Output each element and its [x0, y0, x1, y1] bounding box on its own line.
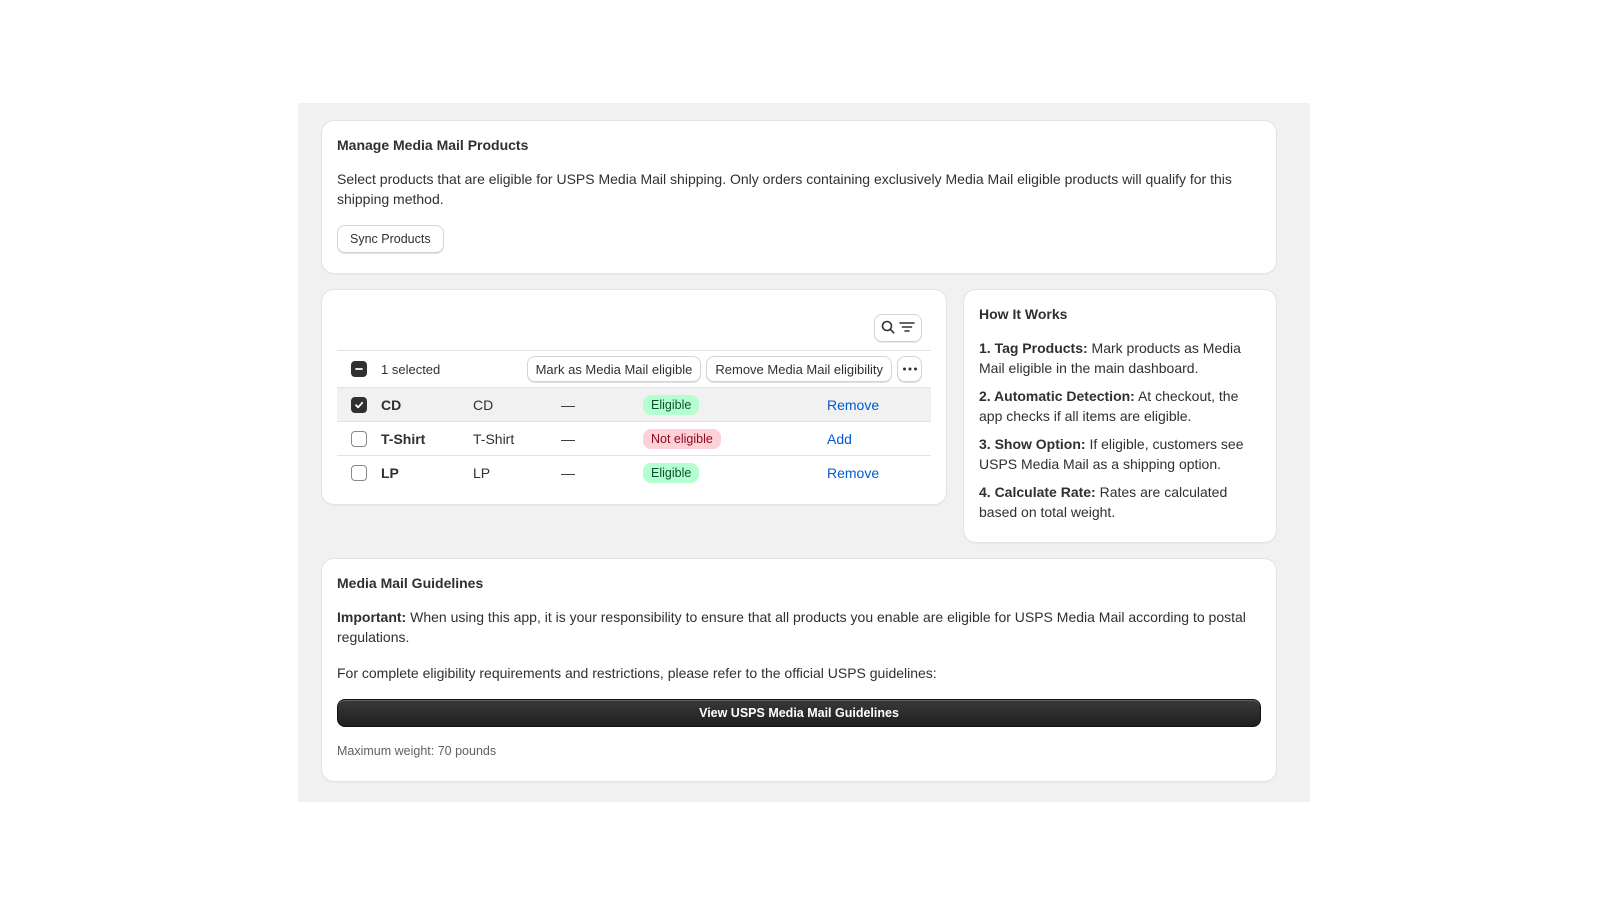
- guidelines-card: [322, 559, 1276, 781]
- remove-link[interactable]: Remove: [827, 464, 880, 481]
- product-empty-cell: —: [561, 464, 575, 481]
- filter-icon: [899, 320, 915, 337]
- products-table-card: [322, 290, 946, 504]
- selected-count: 1 selected: [381, 361, 441, 377]
- search-filter-button[interactable]: [874, 314, 922, 342]
- manage-products-description: Select products that are eligible for USPS Media Mail shipping. Only orders containing exclusively Media Mail eligible products will qualify for this shipping method.: [337, 171, 1232, 207]
- view-guidelines-button[interactable]: View USPS Media Mail Guidelines: [337, 699, 1261, 727]
- table-row[interactable]: [337, 421, 931, 455]
- guidelines-title: Media Mail Guidelines: [337, 575, 484, 591]
- how-it-works-title: How It Works: [979, 306, 1068, 322]
- max-weight-text: Maximum weight: 70 pounds: [337, 744, 497, 758]
- table-row[interactable]: [337, 387, 931, 421]
- row-checkbox[interactable]: [351, 465, 367, 481]
- status-badge: Not eligible: [643, 429, 721, 449]
- important-text: When using this app, it is your responsibility to ensure that all products you enable are eligible for USPS Media Mail according to postal regulations.: [337, 609, 1246, 645]
- step-text: At checkout, the app checks if all items are eligible.: [979, 388, 1239, 424]
- mark-eligible-button[interactable]: Mark as Media Mail eligible: [527, 356, 702, 382]
- select-all-checkbox[interactable]: [351, 361, 367, 377]
- important-label: Important:: [337, 609, 407, 625]
- step-item: [979, 386, 1261, 426]
- step-text: Rates are calculated based on total weight.: [979, 484, 1228, 520]
- status-badge: Eligible: [643, 463, 699, 483]
- sync-products-button[interactable]: Sync Products: [337, 225, 444, 253]
- product-sku: LP: [473, 464, 491, 481]
- search-icon: [881, 320, 895, 337]
- manage-products-card: [322, 121, 1276, 273]
- step-label: 1. Tag Products:: [979, 340, 1088, 356]
- minus-icon: [354, 364, 364, 374]
- step-text: If eligible, customers see USPS Media Mail as a shipping option.: [979, 436, 1244, 472]
- checkmark-icon: [354, 400, 364, 410]
- step-item: [979, 338, 1261, 378]
- product-sku: CD: [473, 396, 494, 413]
- step-item: [979, 434, 1261, 474]
- bulk-actions-bar: [337, 350, 931, 387]
- product-name: CD: [381, 396, 402, 413]
- step-label: 2. Automatic Detection:: [979, 388, 1135, 404]
- step-item: [979, 482, 1261, 522]
- remove-eligibility-button[interactable]: Remove Media Mail eligibility: [706, 356, 892, 382]
- add-link[interactable]: Add: [827, 430, 852, 447]
- product-empty-cell: —: [561, 430, 575, 447]
- how-it-works-card: [964, 290, 1276, 542]
- product-empty-cell: —: [561, 396, 575, 413]
- status-badge: Eligible: [643, 395, 699, 415]
- table-toolbar: [337, 290, 931, 350]
- app-frame: [298, 103, 1310, 802]
- bulk-action-buttons: [527, 356, 922, 382]
- manage-products-title: Manage Media Mail Products: [337, 137, 529, 153]
- important-note: [337, 607, 1261, 647]
- table-row[interactable]: [337, 455, 931, 489]
- remove-link[interactable]: Remove: [827, 396, 880, 413]
- step-text: Mark products as Media Mail eligible in the main dashboard.: [979, 340, 1241, 376]
- more-horizontal-icon: [902, 367, 918, 371]
- refer-text: For complete eligibility requirements and restrictions, please refer to the official USPS guidelines:: [337, 665, 937, 681]
- product-name: LP: [381, 464, 399, 481]
- product-name: T-Shirt: [381, 430, 426, 447]
- step-label: 3. Show Option:: [979, 436, 1086, 452]
- product-sku: T-Shirt: [473, 430, 515, 447]
- row-checkbox[interactable]: [351, 431, 367, 447]
- row-checkbox[interactable]: [351, 397, 367, 413]
- step-label: 4. Calculate Rate:: [979, 484, 1096, 500]
- more-actions-button[interactable]: [897, 356, 922, 382]
